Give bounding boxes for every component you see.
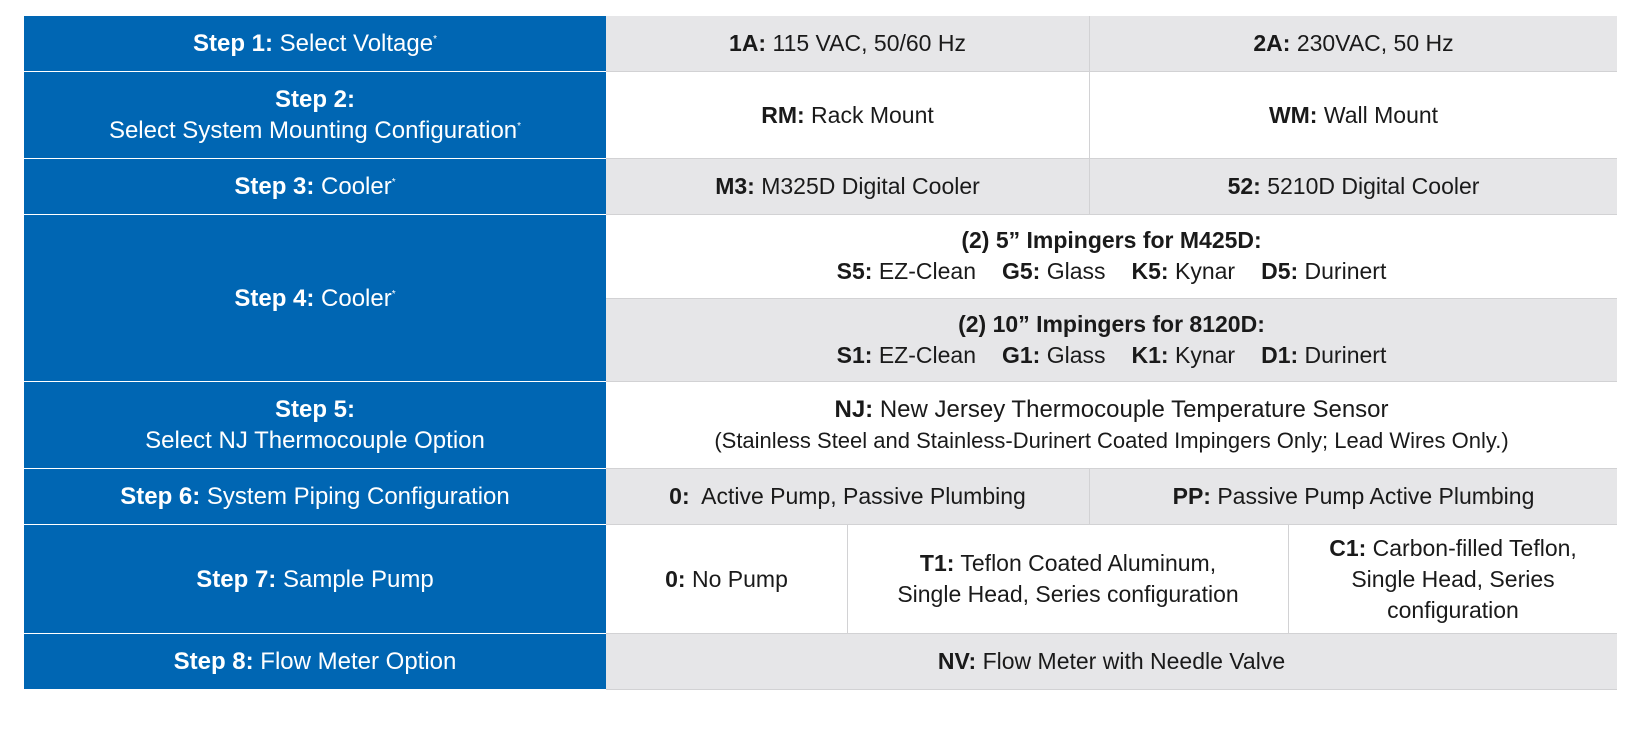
step-label: Step 5: xyxy=(274,396,355,423)
option-code: NJ: xyxy=(834,396,874,423)
impinger-option: D1: Durinert xyxy=(1261,341,1387,368)
step-7-header xyxy=(24,525,606,634)
option-52 xyxy=(1090,159,1617,215)
option-t1 xyxy=(848,525,1289,634)
option-text-line3: configuration xyxy=(1387,596,1519,623)
step-label: Step 7: xyxy=(196,565,277,593)
option-m3 xyxy=(606,159,1090,215)
option-text: Rack Mount xyxy=(811,101,934,128)
impinger-option: S5: EZ-Clean xyxy=(836,258,976,285)
option-text: 115 VAC, 50/60 Hz xyxy=(772,30,966,56)
step-2-header xyxy=(24,72,606,159)
step-label: Step 4: xyxy=(234,284,315,312)
option-text-line2: Single Head, Series configuration xyxy=(897,581,1239,607)
option-code: M3: xyxy=(715,173,755,199)
step-label: Step 1: xyxy=(192,30,273,57)
impinger-option: K1: Kynar xyxy=(1131,341,1236,368)
impinger-option: S1: EZ-Clean xyxy=(836,341,976,368)
option-wm xyxy=(1090,72,1617,159)
option-1a xyxy=(606,16,1090,72)
option-text: Active Pump, Passive Plumbing xyxy=(701,483,1026,509)
step-text: Cooler xyxy=(321,173,392,200)
option-code: T1: xyxy=(919,550,955,576)
step-label: Step 2: xyxy=(274,86,355,113)
option-0-piping xyxy=(606,469,1090,525)
impinger-option: G5: Glass xyxy=(1002,258,1106,285)
option-code: 0: xyxy=(669,483,690,509)
option-nv xyxy=(606,634,1617,690)
step-label: Step 6: xyxy=(120,483,201,510)
step-8-header xyxy=(24,634,606,690)
row-step-6 xyxy=(24,469,1617,525)
step-text: Select System Mounting Configuration xyxy=(108,117,518,144)
step-text: Select Voltage xyxy=(279,30,434,57)
step-1-header xyxy=(24,16,606,72)
option-text: Carbon-filled Teflon, xyxy=(1372,534,1577,561)
step-label: Step 8: xyxy=(173,648,254,675)
impinger-group-10in xyxy=(606,299,1617,383)
option-text: 5210D Digital Cooler xyxy=(1267,173,1480,199)
option-code: WM: xyxy=(1268,101,1318,128)
footnote-mark: * xyxy=(391,177,396,188)
step-label: Step 3: xyxy=(234,173,315,200)
step-text: Select NJ Thermocouple Option xyxy=(145,427,485,454)
option-code: 52: xyxy=(1227,173,1261,199)
option-text: Teflon Coated Aluminum, xyxy=(960,550,1217,576)
row-step-7 xyxy=(24,525,1617,634)
option-code: 0: xyxy=(665,565,686,592)
step-text: System Piping Configuration xyxy=(206,483,510,510)
option-code: 2A: xyxy=(1253,30,1291,56)
option-text: New Jersey Thermocouple Temperature Sensor xyxy=(879,396,1389,423)
step-text: Flow Meter Option xyxy=(260,648,457,675)
step-text: Sample Pump xyxy=(282,565,434,593)
option-text: Wall Mount xyxy=(1323,101,1439,128)
option-code: PP: xyxy=(1172,483,1211,509)
row-step-4 xyxy=(24,215,1617,382)
row-step-3 xyxy=(24,159,1617,215)
option-0-pump xyxy=(606,525,848,634)
impinger-option: D5: Durinert xyxy=(1261,258,1387,285)
option-note: (Stainless Steel and Stainless-Durinert Coated Impingers Only; Lead Wires Only.) xyxy=(714,428,1509,453)
option-rm xyxy=(606,72,1090,159)
option-text: 230VAC, 50 Hz xyxy=(1296,30,1454,56)
option-text-line2: Single Head, Series xyxy=(1351,565,1555,592)
step-6-header xyxy=(24,469,606,525)
footnote-mark: * xyxy=(433,34,438,45)
option-pp xyxy=(1090,469,1617,525)
option-nj xyxy=(606,382,1617,469)
impinger-group-heading: (2) 10” Impingers for 8120D: xyxy=(958,310,1265,337)
option-code: 1A: xyxy=(729,30,767,56)
row-step-5 xyxy=(24,382,1617,469)
option-code: NV: xyxy=(937,648,977,674)
footnote-mark: * xyxy=(517,121,522,132)
configuration-table xyxy=(24,16,1617,718)
option-c1 xyxy=(1289,525,1617,634)
step-3-header xyxy=(24,159,606,215)
step-4-header xyxy=(24,215,606,382)
row-step-8 xyxy=(24,634,1617,690)
impinger-option: G1: Glass xyxy=(1002,341,1106,368)
row-step-1 xyxy=(24,16,1617,72)
option-text: No Pump xyxy=(691,565,788,592)
footnote-mark: * xyxy=(391,288,396,300)
impinger-group-heading: (2) 5” Impingers for M425D: xyxy=(961,227,1262,254)
option-code: C1: xyxy=(1329,534,1367,561)
option-code: RM: xyxy=(761,101,805,128)
option-text: Flow Meter with Needle Valve xyxy=(982,648,1286,674)
row-step-2 xyxy=(24,72,1617,159)
step-text: Cooler xyxy=(321,284,392,312)
impinger-group-5in xyxy=(606,215,1617,299)
option-text: M325D Digital Cooler xyxy=(761,173,980,199)
option-text: Passive Pump Active Plumbing xyxy=(1217,483,1535,509)
step-5-header xyxy=(24,382,606,469)
option-2a xyxy=(1090,16,1617,72)
impinger-option: K5: Kynar xyxy=(1131,258,1236,285)
